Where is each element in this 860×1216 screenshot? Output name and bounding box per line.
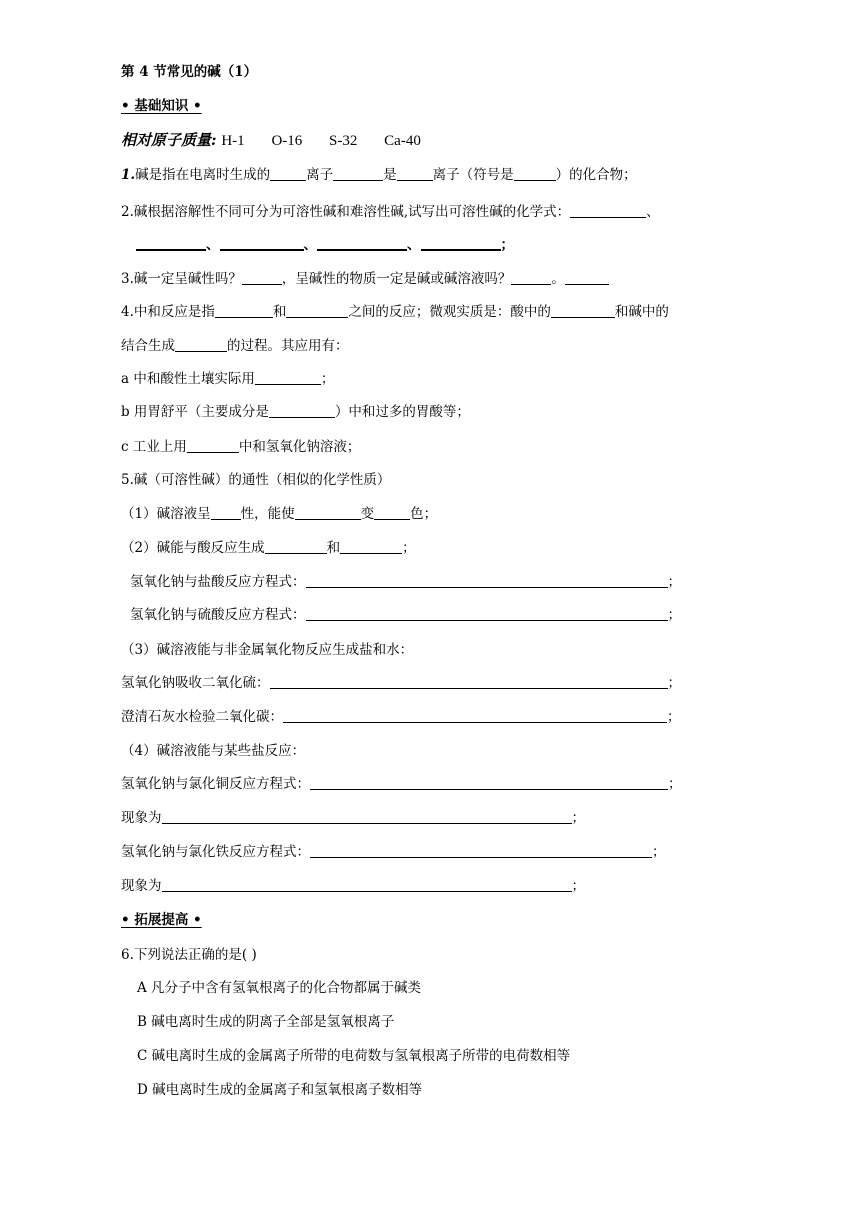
option-c[interactable]: C 碱电离时生成的金属离子所带的电荷数与氢氧根离子所带的电荷数相等 [137,1048,571,1064]
blank[interactable] [317,235,407,251]
atomic-mass-label: 相对原子质量: [121,131,217,149]
page-title: 第 4 节常见的碱（1） [121,64,258,80]
blank[interactable] [306,573,668,588]
question-5: 5.碱（可溶性碱）的通性（相似的化学性质） [121,472,391,488]
option-b[interactable]: B 碱电离时生成的阴离子全部是氢氧根离子 [137,1014,395,1030]
property-3b: 澄清石灰水检验二氧化碳： ； [121,709,681,725]
option-a[interactable]: A 凡分子中含有氢氧根离子的化合物都属于碱类 [137,980,422,996]
mass-s: S-32 [329,133,358,149]
blank[interactable] [136,235,206,251]
property-2b: 氢氧化钠与硫酸反应方程式： ； [130,607,681,623]
blank[interactable] [265,539,327,554]
property-2: （2）碱能与酸反应生成 和 ； [121,540,416,556]
blank[interactable] [306,606,668,621]
question-4-cont: 结合生成 的过程。其应用有： [121,338,349,354]
blank[interactable] [333,166,383,181]
blank[interactable] [570,203,646,218]
question-6-stem: 6.下列说法正确的是( ) [121,947,257,963]
blank[interactable] [295,505,361,520]
blank[interactable] [270,674,668,689]
blank[interactable] [286,303,348,318]
property-1: （1）碱溶液呈 性，能使 变 色； [121,506,438,522]
question-3: 3.碱一定呈碱性吗？ ，呈碱性的物质一定是碱或碱溶液吗？ 。 [121,269,800,289]
blank[interactable] [215,303,273,318]
blank[interactable] [511,270,551,285]
property-3a: 氢氧化钠吸收二氧化硫： ； [121,675,681,691]
mass-ca: Ca-40 [384,133,421,149]
application-a: a 中和酸性土壤实际用 ； [121,371,335,387]
section-extension: • 拓展提高 • [121,912,202,928]
blank[interactable] [514,166,556,181]
blank[interactable] [397,166,433,181]
property-3: （3）碱溶液能与非金属氧化物反应生成盐和水： [121,642,414,658]
blank[interactable] [374,505,410,520]
application-c: c 工业上用 中和氢氧化钠溶液； [121,439,361,455]
property-4: （4）碱溶液能与某些盐反应： [121,743,306,759]
blank[interactable] [242,270,282,285]
blank[interactable] [421,235,501,251]
blank[interactable] [283,708,667,723]
property-2a: 氢氧化钠与盐酸反应方程式： ； [130,574,681,590]
blank[interactable] [310,843,652,858]
blank[interactable] [162,809,572,824]
property-4a: 氢氧化钠与氯化铜反应方程式： ； [121,776,682,792]
question-2-blanks: 、 、 、 ； [136,235,800,255]
blank[interactable] [175,337,227,352]
blank[interactable] [162,877,572,892]
blank[interactable] [187,438,239,453]
blank[interactable] [211,505,241,520]
property-4d: 现象为 ； [121,878,585,894]
blank[interactable] [340,539,402,554]
blank[interactable] [551,303,615,318]
option-d[interactable]: D 碱电离时生成的金属离子和氢氧根离子数相等 [137,1082,423,1098]
mass-h: H-1 [221,133,245,149]
application-b: b 用胃舒平（主要成分是 ）中和过多的胃酸等； [121,404,470,420]
blank[interactable] [269,403,335,418]
question-1: 1.碱是指在电离时生成的 离子 是 离子（符号是 ）的化合物； [121,167,637,183]
atomic-mass-line [121,130,800,151]
property-4b: 现象为 ； [121,810,585,826]
blank[interactable] [255,370,321,385]
question-2: 2.碱根据溶解性不同可分为可溶性碱和难溶性碱,试写出可溶性碱的化学式： 、 [121,204,660,220]
blank[interactable] [565,270,609,285]
blank[interactable] [220,235,304,251]
question-4: 4.中和反应是指 和 之间的反应；微观实质是：酸中的 和碱中的 [121,304,669,320]
blank[interactable] [270,166,306,181]
section-basic-knowledge: • 基础知识 • [121,98,202,114]
mass-o: O-16 [271,133,303,149]
property-4c: 氢氧化钠与氯化铁反应方程式： ； [121,844,666,860]
blank[interactable] [310,775,668,790]
